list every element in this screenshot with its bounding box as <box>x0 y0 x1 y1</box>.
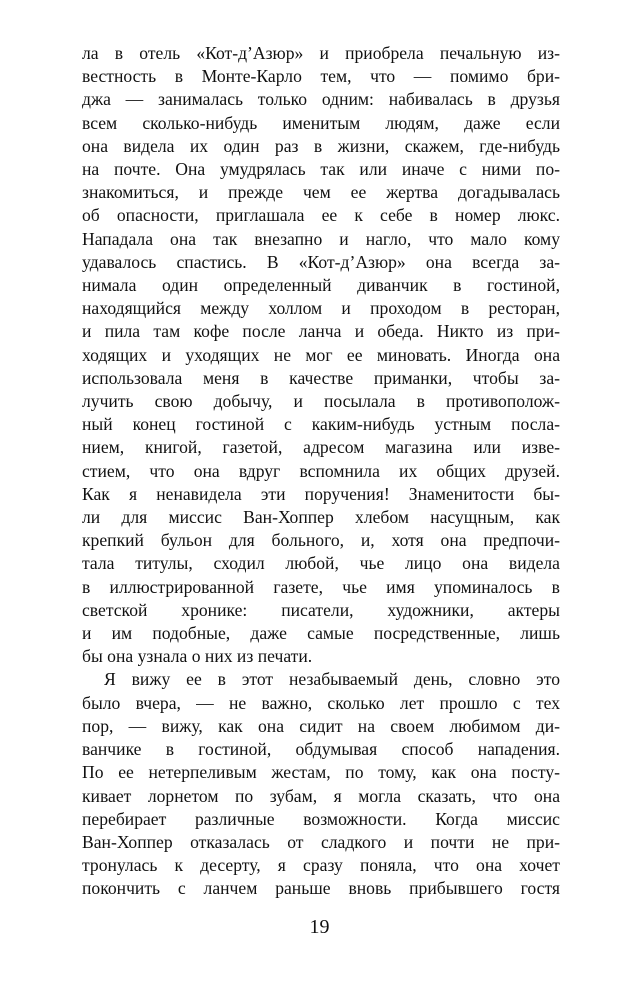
paragraph <box>82 42 560 668</box>
text-line: и пила там кофе после ланча и обеда. Никто из при- <box>82 321 560 342</box>
text-line: вестность в Монте-Карло тем, что — помимо бри- <box>82 66 560 87</box>
text-line: использовала меня в качестве приманки, чтобы за- <box>82 367 560 388</box>
text-line: она видела их один раз в жизни, скажем, где-нибудь <box>82 135 560 156</box>
text-line: ли для миссис Ван-Хоппер хлебом насущным, как <box>82 507 560 528</box>
text-line: пор, — вижу, как она сидит на своем любимом ди- <box>82 715 560 736</box>
text-line: знакомиться, и прежде чем ее жертва догадывалась <box>82 182 560 203</box>
text-line: нием, книгой, газетой, адресом магазина или изве- <box>82 437 560 458</box>
paragraph <box>82 668 560 900</box>
text-line: ный конец гостиной с каким-нибудь устным посла- <box>82 414 560 435</box>
text-line: удавалось спастись. В «Кот-д’Азюр» она всегда за- <box>82 251 560 272</box>
text-line: покончить с ланчем раньше вновь прибывшего гостя <box>82 878 560 899</box>
text-line: стием, что она вдруг вспомнила их общих друзей. <box>82 460 560 481</box>
text-line: бы она узнала о них из печати. <box>82 646 313 667</box>
text-line: тронулась к десерту, я сразу поняла, что она хочет <box>82 855 560 876</box>
text-line: и им подобные, даже самые посредственные, лишь <box>82 623 560 644</box>
text-line: кивает лорнетом по зубам, я могла сказать, что она <box>82 785 560 806</box>
text-line: крепкий бульон для больного, и, хотя она предпочи- <box>82 530 560 551</box>
text-line: лучить свою добычу, и посылала в противополож- <box>82 391 560 412</box>
text-line: было вчера, — не важно, сколько лет прошло с тех <box>82 692 560 713</box>
text-line: находящийся между холлом и проходом в ресторан, <box>82 298 560 319</box>
text-line: светской хронике: писатели, художники, актеры <box>82 599 560 620</box>
text-line: Нападала она так внезапно и нагло, что мало кому <box>82 228 560 249</box>
text-line: По ее нетерпеливым жестам, по тому, как она посту- <box>82 762 560 783</box>
text-line: в иллюстрированной газете, чье имя упоминалось в <box>82 576 560 597</box>
text-line: ла в отель «Кот-д’Азюр» и приобрела печальную из- <box>82 43 560 63</box>
page-number: 19 <box>309 916 330 938</box>
text-line: тала титулы, сходил любой, чье лицо она видела <box>82 553 560 574</box>
text-line: Я вижу ее в этот незабываемый день, словно это <box>104 669 560 690</box>
text-line: перебирает различные возможности. Когда миссис <box>82 808 560 829</box>
text-line: всем сколько-нибудь именитым людям, даже если <box>82 112 560 133</box>
text-line: на почте. Она умудрялась так или иначе с ними по- <box>82 159 560 180</box>
text-line: Ван-Хоппер отказалась от сладкого и почти не при- <box>82 831 560 852</box>
text-line: об опасности, приглашала ее к себе в номер люкс. <box>82 205 560 226</box>
text-line: нимала один определенный диванчик в гостиной, <box>82 275 560 296</box>
text-line: джа — занималась только одним: набивалась в друзья <box>82 89 560 110</box>
text-line: ходящих и уходящих не мог ее миновать. Иногда она <box>82 344 560 365</box>
text-line: Как я ненавидела эти поручения! Знаменитости бы- <box>82 483 560 504</box>
text-line: ванчике в гостиной, обдумывая способ нападения. <box>82 739 560 760</box>
body-text <box>82 42 560 901</box>
